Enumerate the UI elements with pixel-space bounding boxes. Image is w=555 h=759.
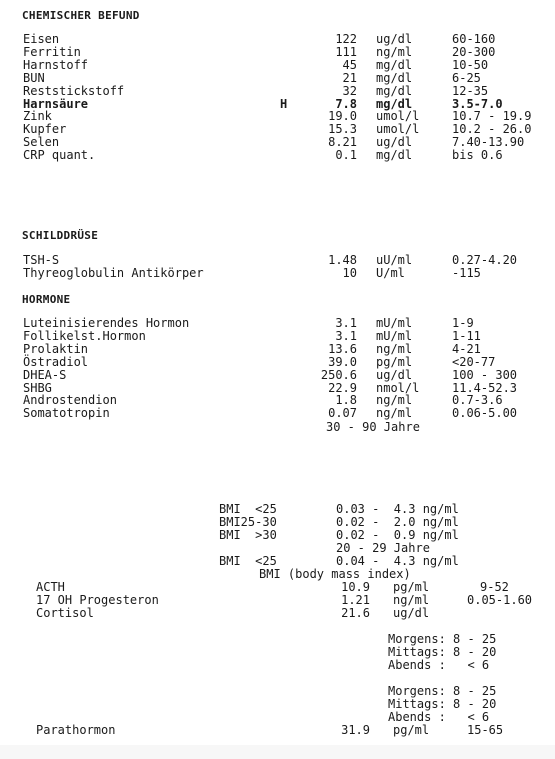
result-range: 10-50 [452, 57, 489, 72]
acth-range: 9-52 [480, 580, 509, 594]
result-range: 0.7-3.6 [452, 393, 503, 408]
result-range: 10.2 - 26.0 [452, 122, 532, 137]
bmi-range: 0.03 - 4.3 ng/ml [336, 502, 459, 516]
result-range: 1-11 [452, 328, 481, 343]
result-flag: H [280, 96, 288, 111]
result-value: 7.8 [335, 96, 357, 111]
ohp-value: 1.21 [341, 593, 370, 607]
result-name: Thyreoglobulin Antikörper [23, 265, 204, 280]
result-unit: mg/dl [376, 70, 413, 85]
bmi-caption: BMI (body mass index) [259, 567, 411, 581]
acth-name: ACTH [36, 580, 65, 594]
result-row [0, 59, 555, 72]
result-unit: pg/ml [376, 354, 413, 369]
result-value: 250.6 [320, 367, 357, 382]
cortisol-name: Cortisol [36, 606, 94, 620]
result-name: Kupfer [23, 122, 67, 137]
page-edge-shadow [0, 745, 555, 759]
result-range: 12-35 [452, 83, 489, 98]
bmi-label: BMI <25 [219, 554, 277, 568]
thyroid-section-title: SCHILDDRÜSE [22, 229, 99, 242]
bmi-range: 0.04 - 4.3 ng/ml [336, 554, 459, 568]
result-range: 3.5-7.0 [452, 96, 503, 111]
acth-unit: pg/ml [393, 580, 430, 594]
result-row [0, 356, 555, 369]
result-unit: ng/ml [376, 406, 413, 421]
result-unit: ng/ml [376, 44, 413, 59]
hormone-section-title: HORMONE [22, 293, 71, 306]
result-unit: nmol/l [376, 380, 420, 395]
result-row [0, 330, 555, 343]
result-range: 7.40-13.90 [452, 135, 525, 150]
chem-section-title: CHEMISCHER BEFUND [22, 9, 140, 22]
bmi-range: 0.02 - 2.0 ng/ml [336, 515, 459, 529]
bmi-label: BMI >30 [219, 528, 277, 542]
result-name: Eisen [23, 32, 60, 46]
bmi-label: BMI <25 [219, 502, 277, 516]
result-unit: mU/ml [376, 328, 413, 343]
result-value: 1.48 [328, 253, 357, 267]
somatotropin-age-note: 30 - 90 Jahre [326, 420, 420, 434]
parathormon-value: 31.9 [341, 723, 370, 737]
result-value: 15.3 [328, 122, 357, 137]
result-name: Harnstoff [23, 57, 89, 72]
cortisol-range-line: Morgens: 8 - 25 [388, 684, 497, 698]
result-unit: uU/ml [376, 253, 413, 267]
result-range: 10.7 - 19.9 [452, 109, 532, 124]
result-name: Zink [23, 109, 52, 124]
result-value: 19.0 [328, 109, 357, 124]
result-value: 21 [342, 70, 357, 85]
result-unit: umol/l [376, 109, 420, 124]
result-row [0, 267, 555, 280]
result-name: DHEA-S [23, 367, 67, 382]
cortisol-range-line: Morgens: 8 - 25 [388, 632, 497, 646]
result-row [0, 149, 555, 162]
cortisol-range-line: Mittags: 8 - 20 [388, 697, 497, 711]
result-name: Luteinisierendes Hormon [23, 316, 190, 330]
result-value: 3.1 [335, 328, 357, 343]
result-value: 0.1 [335, 148, 357, 163]
result-value: 39.0 [328, 354, 357, 369]
result-range: 20-300 [452, 44, 496, 59]
result-range: 1-9 [452, 316, 474, 330]
ohp-range: 0.05-1.60 [467, 593, 533, 607]
result-value: 0.07 [328, 406, 357, 421]
parathormon-unit: pg/ml [393, 723, 430, 737]
result-value: 1.8 [335, 393, 357, 408]
result-range: <20-77 [452, 354, 496, 369]
result-range: 100 - 300 [452, 367, 518, 382]
result-range: 0.27-4.20 [452, 253, 518, 267]
result-range: 4-21 [452, 341, 481, 356]
result-range: 60-160 [452, 32, 496, 46]
result-value: 22.9 [328, 380, 357, 395]
result-row [0, 369, 555, 382]
result-row [0, 407, 555, 420]
acth-value: 10.9 [341, 580, 370, 594]
result-row [0, 72, 555, 85]
result-value: 111 [335, 44, 357, 59]
result-range: 6-25 [452, 70, 481, 85]
result-name: Östradiol [23, 354, 89, 369]
result-name: Ferritin [23, 44, 81, 59]
result-value: 122 [335, 32, 357, 46]
parathormon-range: 15-65 [467, 723, 504, 737]
result-name: Follikelst.Hormon [23, 328, 146, 343]
result-value: 10 [342, 265, 357, 280]
result-range: bis 0.6 [452, 148, 503, 163]
result-name: TSH-S [23, 253, 60, 267]
bmi-range: 0.02 - 0.9 ng/ml [336, 528, 459, 542]
result-name: Androstendion [23, 393, 117, 408]
result-unit: mg/dl [376, 57, 413, 72]
age-note: 20 - 29 Jahre [336, 541, 430, 555]
result-value: 45 [342, 57, 357, 72]
result-unit: mg/dl [376, 83, 413, 98]
cortisol-range-line: Abends : < 6 [388, 710, 490, 724]
result-value: 8.21 [328, 135, 357, 150]
result-value: 32 [342, 83, 357, 98]
result-unit: mg/dl [376, 148, 413, 163]
result-unit: mg/dl [376, 96, 413, 111]
result-name: Harnsäure [23, 96, 89, 111]
result-row [0, 343, 555, 356]
result-range: -115 [452, 265, 481, 280]
result-row [0, 46, 555, 59]
result-name: Prolaktin [23, 341, 89, 356]
result-unit: mU/ml [376, 316, 413, 330]
result-name: Selen [23, 135, 60, 150]
ohp-name: 17 OH Progesteron [36, 593, 159, 607]
result-value: 13.6 [328, 341, 357, 356]
result-name: Somatotropin [23, 406, 110, 421]
result-unit: ug/dl [376, 32, 413, 46]
result-name: BUN [23, 70, 45, 85]
result-range: 0.06-5.00 [452, 406, 518, 421]
result-unit: ng/ml [376, 341, 413, 356]
ohp-unit: ng/ml [393, 593, 430, 607]
result-value: 3.1 [335, 316, 357, 330]
bmi-label: BMI25-30 [219, 515, 277, 529]
parathormon-name: Parathormon [36, 723, 116, 737]
result-unit: ug/dl [376, 135, 413, 150]
result-unit: umol/l [376, 122, 420, 137]
result-name: CRP quant. [23, 148, 96, 163]
cortisol-unit: ug/dl [393, 606, 430, 620]
result-name: Reststickstoff [23, 83, 125, 98]
cortisol-value: 21.6 [341, 606, 370, 620]
result-range: 11.4-52.3 [452, 380, 518, 395]
result-unit: U/ml [376, 265, 405, 280]
result-unit: ng/ml [376, 393, 413, 408]
cortisol-range-line: Mittags: 8 - 20 [388, 645, 497, 659]
result-unit: ug/dl [376, 367, 413, 382]
cortisol-range-line: Abends : < 6 [388, 658, 490, 672]
result-row [0, 85, 555, 98]
result-name: SHBG [23, 380, 52, 395]
